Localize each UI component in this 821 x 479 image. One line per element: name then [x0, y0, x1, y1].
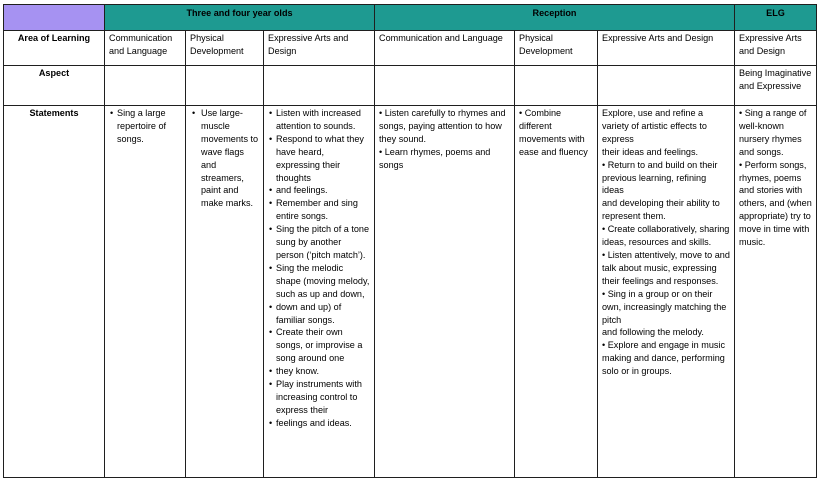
list-item: • they know.	[268, 365, 370, 378]
list-item: • feelings and ideas.	[268, 417, 370, 430]
area-cell-4: Communication and Language	[375, 31, 515, 66]
list-item: • and feelings.	[268, 184, 370, 197]
aspect-row	[4, 66, 817, 106]
list-item: • Sing in a group or on their own, increasingly matching the pitch and following the melody.	[602, 288, 727, 338]
list-item: • Create collaboratively, sharing ideas, resources and skills.	[602, 224, 730, 248]
statements-list-5	[519, 107, 593, 159]
list-item: • Combine different movements with ease and fluency	[519, 107, 593, 159]
list-item: • Sing the melodic shape (moving melody, such as up and down,	[268, 262, 370, 301]
statements-cell-4	[375, 106, 515, 478]
header-elg: ELG	[735, 5, 817, 31]
statements-list-1	[109, 107, 181, 146]
aspect-cell-1	[105, 66, 186, 106]
list-item: • Perform songs, rhymes, poems and stories with others, and (when appropriate) try to move in time with music.	[739, 159, 812, 249]
list-item: • Listen with increased attention to sounds.	[268, 107, 370, 133]
list-item: • Remember and sing entire songs.	[268, 197, 370, 223]
header-row	[4, 5, 817, 31]
header-reception: Reception	[375, 5, 735, 31]
list-item: Explore, use and refine a variety of artistic effects to express their ideas and feelings.	[602, 108, 707, 157]
area-cell-7: Expressive Arts and Design	[735, 31, 817, 66]
list-item: • Sing a large repertoire of songs.	[109, 107, 181, 146]
aspect-cell-3	[264, 66, 375, 106]
list-item: • Respond to what they have heard, expressing their thoughts	[268, 133, 370, 185]
list-item: • Return to and build on their previous learning, refining ideas and developing their ability to represent them.	[602, 159, 720, 222]
statements-list-3	[268, 107, 370, 430]
aspect-cell-7: Being Imaginative and Expressive	[735, 66, 817, 106]
list-item: • Explore and engage in music making and dance, performing solo or in groups.	[602, 340, 725, 377]
statements-list-6	[602, 107, 730, 378]
list-item: • Listen attentively, move to and talk about music, expressing their feelings and responses.	[602, 249, 730, 286]
statements-list-7	[739, 107, 812, 249]
curriculum-table	[3, 4, 817, 478]
area-cell-2: Physical Development	[186, 31, 264, 66]
statements-cell-6	[598, 106, 735, 478]
statements-cell-2	[186, 106, 264, 478]
header-three-four-year-olds: Three and four year olds	[105, 5, 375, 31]
aspect-cell-2	[186, 66, 264, 106]
statements-cell-5	[515, 106, 598, 478]
statements-list-4	[379, 107, 510, 172]
list-item: • Learn rhymes, poems and songs	[379, 146, 510, 172]
area-cell-3: Expressive Arts and Design	[264, 31, 375, 66]
area-of-learning-row	[4, 31, 817, 66]
aspect-cell-4	[375, 66, 515, 106]
area-cell-1: Communication and Language	[105, 31, 186, 66]
aspect-cell-5	[515, 66, 598, 106]
list-item: • Create their own songs, or improvise a song around one	[268, 326, 370, 365]
area-cell-6: Expressive Arts and Design	[598, 31, 735, 66]
statements-cell-1	[105, 106, 186, 478]
list-item: • Play instruments with increasing control to express their	[268, 378, 370, 417]
area-of-learning-label: Area of Learning	[4, 31, 105, 66]
list-item: • Sing the pitch of a tone sung by another person (‘pitch match’).	[268, 223, 370, 262]
list-item: • down and up) of familiar songs.	[268, 301, 370, 327]
list-item: • Use large-muscle movements to wave flags and streamers, paint and make marks.	[190, 107, 259, 210]
header-corner-cell	[4, 5, 105, 31]
statements-cell-3	[264, 106, 375, 478]
statements-cell-7	[735, 106, 817, 478]
area-cell-5: Physical Development	[515, 31, 598, 66]
list-item: • Listen carefully to rhymes and songs, paying attention to how they sound.	[379, 107, 510, 146]
list-item: • Sing a range of well-known nursery rhymes and songs.	[739, 107, 812, 159]
statements-label: Statements	[4, 106, 105, 478]
statements-list-2	[190, 107, 259, 210]
aspect-label: Aspect	[4, 66, 105, 106]
statements-row	[4, 106, 817, 478]
aspect-cell-6	[598, 66, 735, 106]
